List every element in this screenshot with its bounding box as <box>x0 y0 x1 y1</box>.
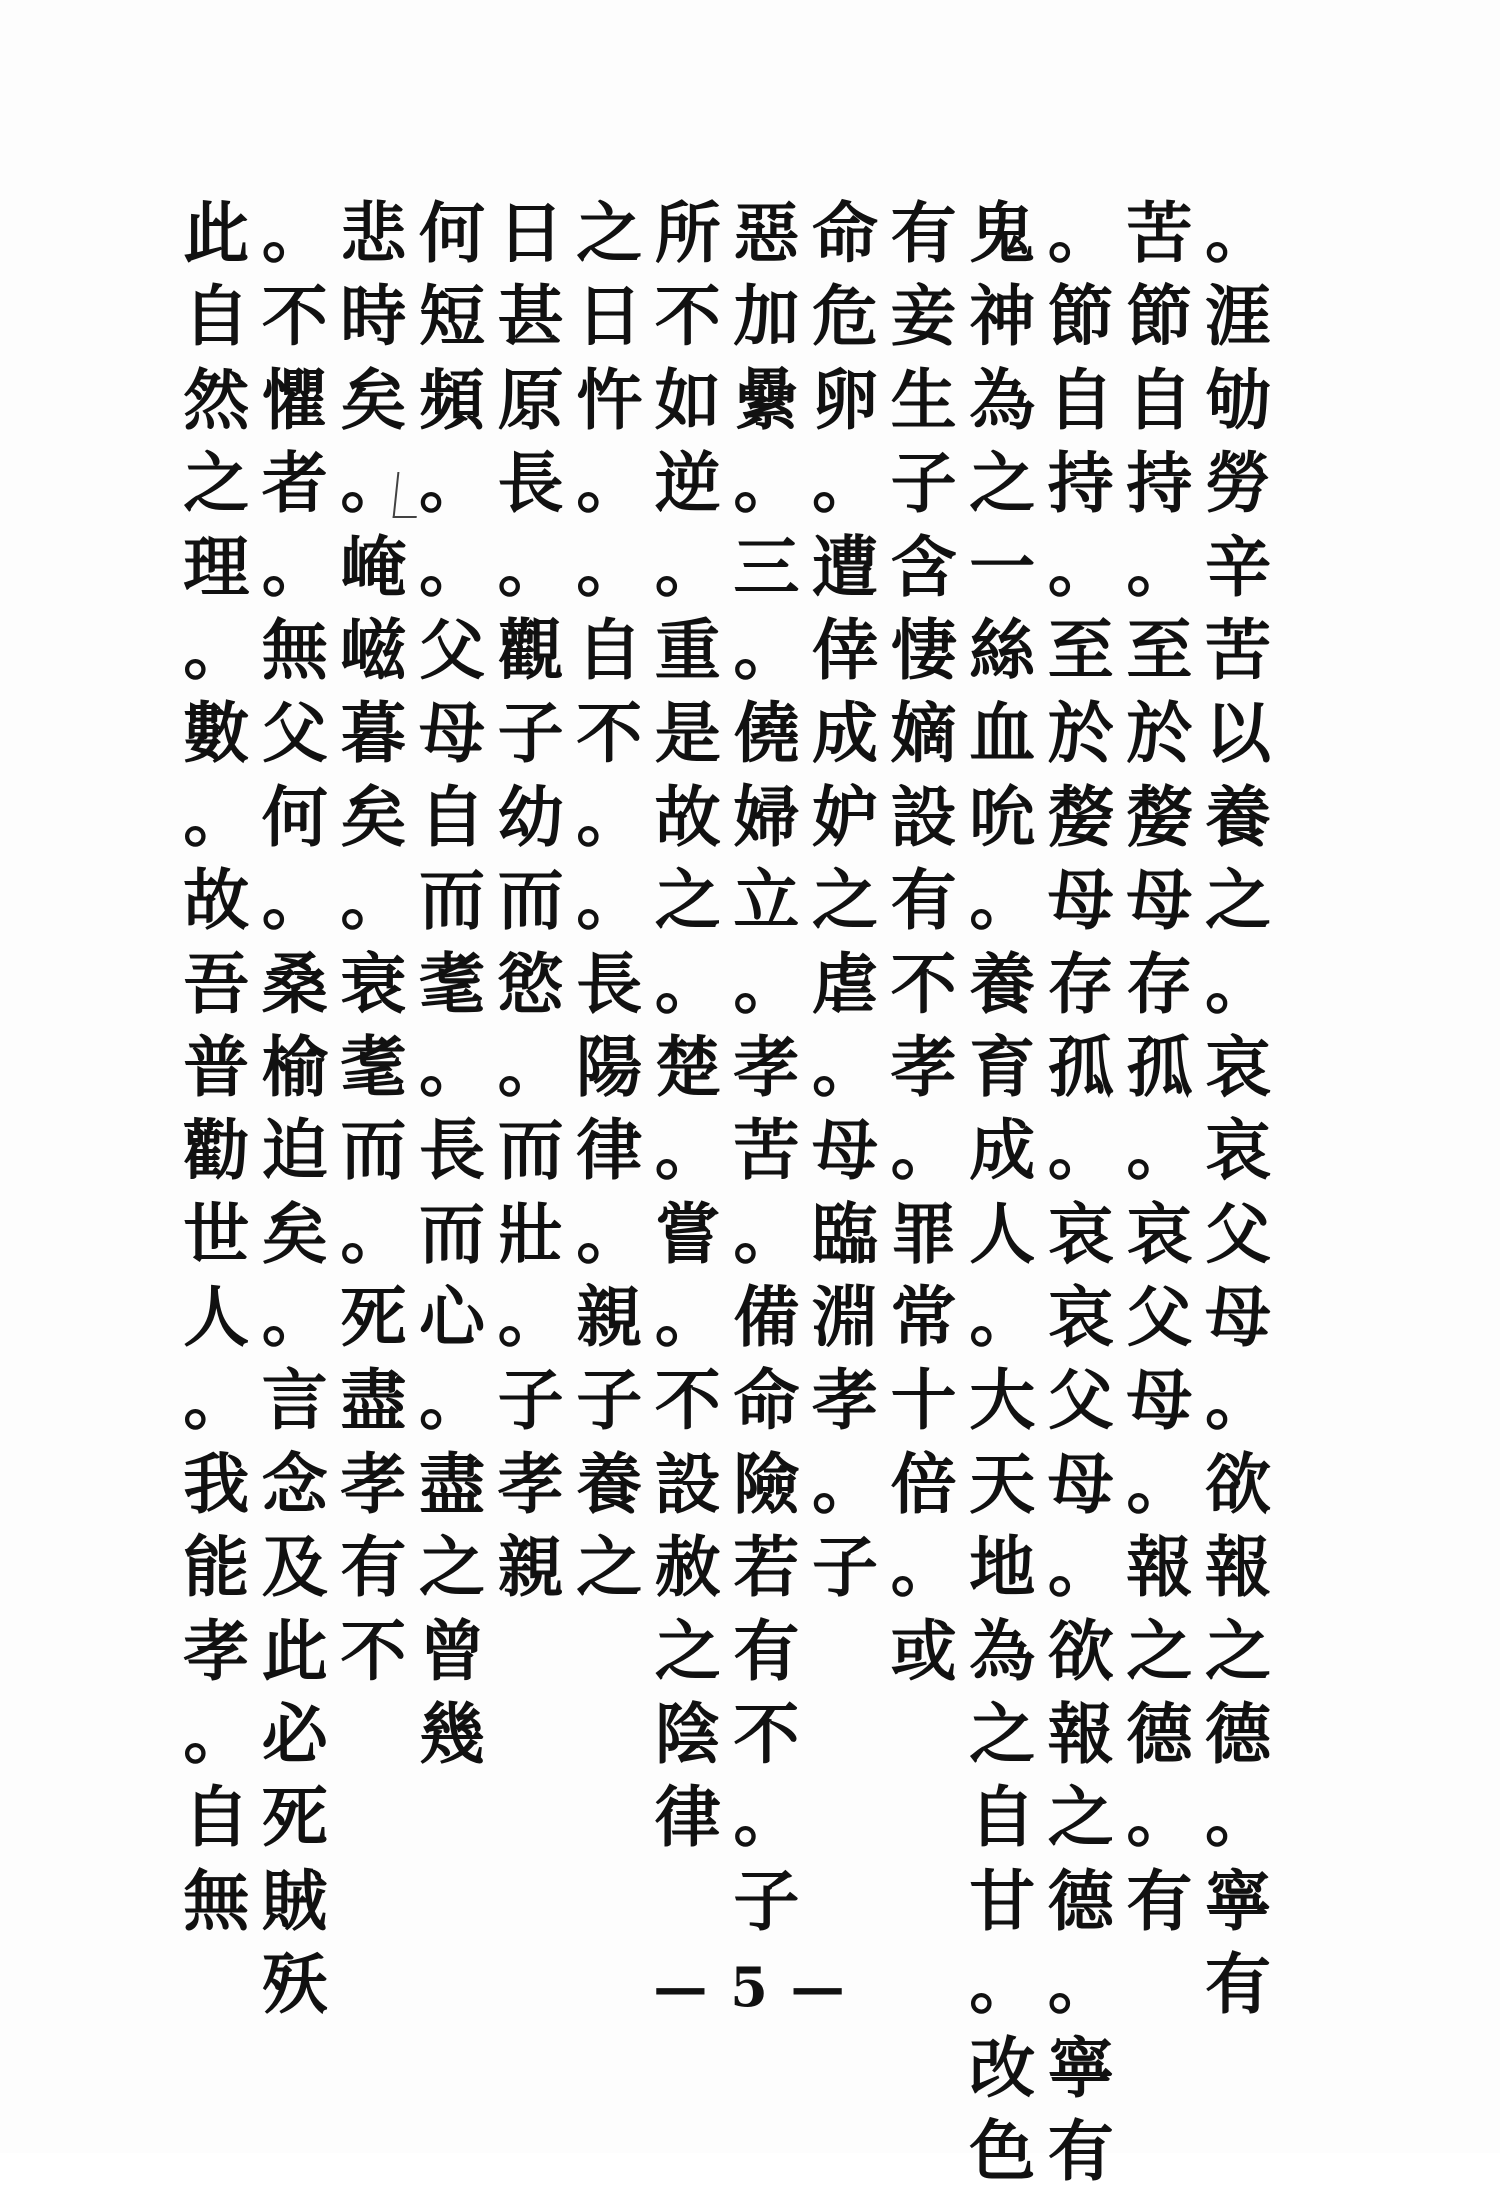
text-char: 嫠 <box>1047 777 1114 856</box>
text-char: 孝 <box>812 1361 878 1440</box>
text-char: 有 <box>890 194 957 272</box>
text-char: 頻 <box>419 360 485 439</box>
text-char: 之 <box>969 1695 1036 1774</box>
text-char: 命 <box>733 1361 800 1440</box>
text-char: 。 <box>890 1111 957 1190</box>
text-char: 。 <box>1205 1778 1271 1857</box>
text-column <box>412 192 492 1776</box>
text-char: 德 <box>1047 1861 1114 1940</box>
text-char: 。 <box>733 1194 800 1273</box>
text-char: 。 <box>969 1278 1036 1357</box>
text-char: 有 <box>340 1528 407 1607</box>
text-char: 子 <box>497 1361 564 1440</box>
text-char: 矣 <box>340 360 407 439</box>
text-char: 於 <box>1126 694 1193 773</box>
text-char: 故 <box>183 861 250 940</box>
text-char: 日 <box>576 277 643 356</box>
text-char: 普 <box>183 1027 250 1106</box>
text-char: 哀 <box>1047 1194 1114 1273</box>
text-char: 之 <box>183 444 250 523</box>
text-char: 如 <box>654 360 721 439</box>
text-char: 。 <box>812 1444 878 1523</box>
text-char: 臨 <box>812 1194 878 1273</box>
text-char: 是 <box>654 694 721 773</box>
text-char: 。 <box>654 1111 721 1190</box>
text-char: 自 <box>576 610 643 689</box>
text-char: 辛 <box>1205 527 1271 606</box>
text-column <box>176 192 256 1943</box>
text-char: 孤 <box>1126 1027 1193 1106</box>
text-char: 。 <box>812 1027 878 1106</box>
text-char: 母 <box>419 694 485 773</box>
text-char: 加 <box>733 277 800 356</box>
text-char: 此 <box>261 1611 328 1690</box>
text-char: 。 <box>1047 1528 1114 1607</box>
text-char: 存 <box>1126 944 1193 1023</box>
text-char: 至 <box>1126 610 1193 689</box>
text-char: 短 <box>419 277 485 356</box>
text-char: 人 <box>969 1194 1036 1273</box>
text-char: 。 <box>576 444 643 523</box>
text-char: 然 <box>183 360 250 439</box>
text-char: 為 <box>969 1611 1036 1690</box>
text-char: 日 <box>497 194 564 272</box>
text-char: 苦 <box>1205 610 1271 689</box>
text-char: 無 <box>183 1861 250 1940</box>
text-column <box>1041 192 1121 2193</box>
text-column <box>805 192 885 1610</box>
text-char: 勞 <box>1205 444 1271 523</box>
text-char: 設 <box>654 1444 721 1523</box>
text-char: 長 <box>576 944 643 1023</box>
text-char: 嫠 <box>1126 777 1193 856</box>
text-char: 哀 <box>1205 1111 1271 1190</box>
text-char: 壯 <box>497 1194 564 1273</box>
text-char: 僥 <box>733 694 800 773</box>
text-char: 自 <box>1047 360 1114 439</box>
text-char: 倍 <box>890 1444 957 1523</box>
text-char: 自 <box>183 1778 250 1857</box>
text-char: 。 <box>1126 527 1193 606</box>
text-char: 母 <box>1205 1278 1271 1357</box>
text-char: 婦 <box>733 777 800 856</box>
text-char: 欲 <box>1205 1444 1271 1523</box>
text-char: 持 <box>1126 444 1193 523</box>
text-char: 。 <box>261 1278 328 1357</box>
text-column <box>491 192 571 1610</box>
text-char: 報 <box>1205 1528 1271 1607</box>
text-char: 有 <box>1126 1861 1193 1940</box>
text-char: 成 <box>812 694 878 773</box>
text-char: 長 <box>419 1111 485 1190</box>
text-char: 幼 <box>497 777 564 856</box>
text-char: 備 <box>733 1278 800 1357</box>
text-char: 而 <box>497 861 564 940</box>
text-char: 言 <box>261 1361 328 1440</box>
text-char: 有 <box>1205 1945 1271 2024</box>
text-char: 。 <box>183 1361 250 1440</box>
text-char: 。 <box>654 1278 721 1357</box>
text-char: 報 <box>1047 1695 1114 1774</box>
text-char: 劬 <box>1205 360 1271 439</box>
text-char: 之 <box>1205 1611 1271 1690</box>
text-char: 者 <box>261 444 328 523</box>
text-char: 。 <box>340 861 407 940</box>
text-char: 。 <box>733 610 800 689</box>
text-char: 父 <box>1047 1361 1114 1440</box>
text-char: 悲 <box>340 194 407 272</box>
text-char: 之 <box>1205 861 1271 940</box>
text-char: 崦 <box>340 527 407 606</box>
text-char: 人 <box>183 1278 250 1357</box>
text-char: 。 <box>733 1778 800 1857</box>
text-column <box>333 192 413 1693</box>
text-char: 之 <box>576 1528 643 1607</box>
text-char: 。 <box>419 1361 485 1440</box>
text-char: 為 <box>969 360 1036 439</box>
text-char: 。 <box>261 194 328 272</box>
text-char: 。 <box>419 1027 485 1106</box>
text-char: 。 <box>812 444 878 523</box>
text-char: 危 <box>812 277 878 356</box>
text-char: 欲 <box>1047 1611 1114 1690</box>
text-char: 命 <box>812 194 878 272</box>
text-char: 父 <box>261 694 328 773</box>
text-char: 罪 <box>890 1194 957 1273</box>
text-char: 以 <box>1205 694 1271 773</box>
text-char: 賊 <box>261 1861 328 1940</box>
text-char: 何 <box>261 777 328 856</box>
text-char: 。 <box>1126 1111 1193 1190</box>
text-char: 含 <box>890 527 957 606</box>
text-column <box>726 192 806 1943</box>
text-char: 時 <box>340 277 407 356</box>
text-char: 不 <box>576 694 643 773</box>
page-number: — 5 — <box>653 1955 847 2019</box>
text-char: 迫 <box>261 1111 328 1190</box>
text-char: 矣 <box>340 777 407 856</box>
text-char: 悽 <box>890 610 957 689</box>
text-char: 殀 <box>261 1945 328 2024</box>
text-char: 而 <box>497 1111 564 1190</box>
text-char: 盡 <box>419 1444 485 1523</box>
text-char: 嵫 <box>340 610 407 689</box>
text-char: 妒 <box>812 777 878 856</box>
text-char: 母 <box>1126 861 1193 940</box>
text-char: 寧 <box>1205 1861 1271 1940</box>
text-char: 能 <box>183 1528 250 1607</box>
text-char: 之 <box>654 861 721 940</box>
text-char: 無 <box>261 610 328 689</box>
text-char: 養 <box>576 1444 643 1523</box>
text-char: 卵 <box>812 360 878 439</box>
text-char: 不 <box>654 1361 721 1440</box>
text-char: 節 <box>1126 277 1193 356</box>
text-char: 。 <box>1126 1444 1193 1523</box>
text-char: 楚 <box>654 1027 721 1106</box>
text-char: 育 <box>969 1027 1036 1106</box>
text-char: 孝 <box>497 1444 564 1523</box>
text-char: 之 <box>576 194 643 272</box>
text-char: 纍 <box>733 360 800 439</box>
text-char: 死 <box>340 1278 407 1357</box>
text-char: 淵 <box>812 1278 878 1357</box>
text-char: 榆 <box>261 1027 328 1106</box>
text-char: 至 <box>1047 610 1114 689</box>
text-char: 父 <box>1126 1278 1193 1357</box>
text-char: 念 <box>261 1444 328 1523</box>
text-char: 自 <box>969 1778 1036 1857</box>
text-char: 於 <box>1047 694 1114 773</box>
text-char: 母 <box>1047 1444 1114 1523</box>
text-char: 不 <box>654 277 721 356</box>
text-char: 改 <box>969 2028 1036 2107</box>
text-char: 。 <box>1205 194 1271 272</box>
text-char: 苦 <box>733 1111 800 1190</box>
text-char: 數 <box>183 694 250 773</box>
text-char: 母 <box>812 1111 878 1190</box>
text-char: 。 <box>969 1945 1036 2024</box>
text-char: 。 <box>261 527 328 606</box>
text-char: 不 <box>733 1695 800 1774</box>
text-char: 我 <box>183 1444 250 1523</box>
text-char: 。 <box>183 1695 250 1774</box>
text-char: 。 <box>1205 944 1271 1023</box>
text-char: 孝 <box>340 1444 407 1523</box>
text-char: 遭 <box>812 527 878 606</box>
text-char: 。 <box>497 527 564 606</box>
text-char: 父 <box>419 610 485 689</box>
text-char: 必 <box>261 1695 328 1774</box>
text-char: 父 <box>1205 1194 1271 1273</box>
text-char: 子 <box>733 1861 800 1940</box>
text-char: 盡 <box>340 1361 407 1440</box>
text-char: 三 <box>733 527 800 606</box>
text-column <box>884 192 964 1693</box>
text-char: 此 <box>183 194 250 272</box>
text-char: 律 <box>576 1111 643 1190</box>
text-char: 德 <box>1205 1695 1271 1774</box>
text-char: 自 <box>1126 360 1193 439</box>
text-column <box>1198 192 1278 2027</box>
text-char: 暮 <box>340 694 407 773</box>
text-char: 陽 <box>576 1027 643 1106</box>
text-char: 而 <box>419 861 485 940</box>
text-char: 之 <box>969 444 1036 523</box>
text-char: 。 <box>733 944 800 1023</box>
text-char: 。 <box>497 1278 564 1357</box>
text-char: 德 <box>1126 1695 1193 1774</box>
text-char: 何 <box>419 194 485 272</box>
text-char: 長 <box>497 444 564 523</box>
text-char: 子 <box>890 444 957 523</box>
text-char: 耄 <box>419 944 485 1023</box>
text-char: 甘 <box>969 1861 1036 1940</box>
text-char: 之 <box>654 1611 721 1690</box>
text-char: 常 <box>890 1278 957 1357</box>
text-char: 持 <box>1047 444 1114 523</box>
text-char: 涯 <box>1205 277 1271 356</box>
text-char: 。 <box>576 777 643 856</box>
text-char: 曾 <box>419 1611 485 1690</box>
text-char: 孝 <box>733 1027 800 1106</box>
text-char: 一 <box>969 527 1036 606</box>
text-char: 地 <box>969 1528 1036 1607</box>
text-char: 。 <box>183 777 250 856</box>
text-char: 孤 <box>1047 1027 1114 1106</box>
text-char: 虐 <box>812 944 878 1023</box>
text-char: 。 <box>969 861 1036 940</box>
text-char: 生 <box>890 360 957 439</box>
text-char: 苦 <box>1126 194 1193 272</box>
text-char: 而 <box>340 1111 407 1190</box>
text-char: 。 <box>1205 1361 1271 1440</box>
text-char: 成 <box>969 1111 1036 1190</box>
text-char: 。 <box>340 1194 407 1273</box>
text-char: 報 <box>1126 1528 1193 1607</box>
text-char: 倖 <box>812 610 878 689</box>
text-char: 慾 <box>497 944 564 1023</box>
text-char: 。 <box>419 527 485 606</box>
text-char: 。 <box>1047 1945 1114 2024</box>
text-char: 自 <box>183 277 250 356</box>
text-char: 若 <box>733 1528 800 1607</box>
text-char: 親 <box>497 1528 564 1607</box>
text-char: 律 <box>654 1778 721 1857</box>
text-char: 懼 <box>261 360 328 439</box>
text-char: 不 <box>890 944 957 1023</box>
text-char: 絲 <box>969 610 1036 689</box>
text-char: 陰 <box>654 1695 721 1774</box>
text-char: 子 <box>812 1528 878 1607</box>
text-char: 。 <box>1047 194 1114 272</box>
text-char: 。 <box>733 444 800 523</box>
text-char: 之 <box>419 1528 485 1607</box>
text-char: 大 <box>969 1361 1036 1440</box>
text-char: 嫡 <box>890 694 957 773</box>
text-char: 所 <box>654 194 721 272</box>
text-char: 。 <box>576 527 643 606</box>
text-char: 甚 <box>497 277 564 356</box>
text-char: 不 <box>340 1611 407 1690</box>
text-char: 養 <box>969 944 1036 1023</box>
text-column <box>1119 192 1199 1943</box>
text-char: 寧 <box>1047 2028 1114 2107</box>
text-char: 吾 <box>183 944 250 1023</box>
text-char: 。 <box>497 1027 564 1106</box>
text-column <box>569 192 649 1610</box>
text-char: 。 <box>1047 1111 1114 1190</box>
text-char: 天 <box>969 1444 1036 1523</box>
text-char: 。 <box>576 861 643 940</box>
text-char: 重 <box>654 610 721 689</box>
text-char: 。 <box>183 610 250 689</box>
text-char: 惡 <box>733 194 800 272</box>
text-char: 矣 <box>261 1194 328 1273</box>
text-column <box>255 192 335 2027</box>
text-char: 鬼 <box>969 194 1036 272</box>
text-char: 死 <box>261 1778 328 1857</box>
text-char: 心 <box>419 1278 485 1357</box>
text-char: 之 <box>1126 1611 1193 1690</box>
text-column <box>962 192 1042 2193</box>
text-char: 立 <box>733 861 800 940</box>
text-char: 。 <box>890 1528 957 1607</box>
text-char: 。 <box>654 944 721 1023</box>
text-char: 存 <box>1047 944 1114 1023</box>
text-char: 子 <box>497 694 564 773</box>
text-char: 母 <box>1126 1361 1193 1440</box>
text-char: 原 <box>497 360 564 439</box>
text-char: 。 <box>654 527 721 606</box>
text-char: 哀 <box>1205 1027 1271 1106</box>
text-char: 哀 <box>1047 1278 1114 1357</box>
text-char: 逆 <box>654 444 721 523</box>
text-char: 吮 <box>969 777 1036 856</box>
text-char: 不 <box>261 277 328 356</box>
text-char: 有 <box>1047 2111 1114 2190</box>
text-char: 節 <box>1047 277 1114 356</box>
text-char: 耄 <box>340 1027 407 1106</box>
text-char: 母 <box>1047 861 1114 940</box>
text-char: 之 <box>1047 1778 1114 1857</box>
text-char: 觀 <box>497 610 564 689</box>
text-char: 親 <box>576 1278 643 1357</box>
text-char: 十 <box>890 1361 957 1440</box>
text-char: 孝 <box>183 1611 250 1690</box>
text-char: 桑 <box>261 944 328 1023</box>
text-char: 。 <box>419 444 485 523</box>
text-char: 。 <box>1047 527 1114 606</box>
text-char: 。 <box>1126 1778 1193 1857</box>
text-char: 有 <box>733 1611 800 1690</box>
text-char: 險 <box>733 1444 800 1523</box>
text-char: 神 <box>969 277 1036 356</box>
text-char: 子 <box>576 1361 643 1440</box>
text-char: 。 <box>576 1194 643 1273</box>
text-char: 嘗 <box>654 1194 721 1273</box>
text-char: 。 <box>261 861 328 940</box>
text-char: 妾 <box>890 277 957 356</box>
text-column <box>648 192 728 1860</box>
text-char: 幾 <box>419 1695 485 1774</box>
text-char: 設 <box>890 777 957 856</box>
text-char: 而 <box>419 1194 485 1273</box>
text-char: 及 <box>261 1528 328 1607</box>
text-char: 赦 <box>654 1528 721 1607</box>
text-char: 忤 <box>576 360 643 439</box>
text-char: 理 <box>183 527 250 606</box>
text-char: 血 <box>969 694 1036 773</box>
text-char: 有 <box>890 861 957 940</box>
text-char: 自 <box>419 777 485 856</box>
text-char: 之 <box>812 861 878 940</box>
text-char: 或 <box>890 1611 957 1690</box>
text-char: 世 <box>183 1194 250 1273</box>
text-char: 色 <box>969 2111 1036 2190</box>
text-char: 養 <box>1205 777 1271 856</box>
text-char: 衰 <box>340 944 407 1023</box>
text-char: 。 <box>340 444 407 523</box>
text-char: 孝 <box>890 1027 957 1106</box>
stray-ink-mark <box>393 472 422 518</box>
text-char: 哀 <box>1126 1194 1193 1273</box>
text-char: 故 <box>654 777 721 856</box>
text-char: 勸 <box>183 1111 250 1190</box>
